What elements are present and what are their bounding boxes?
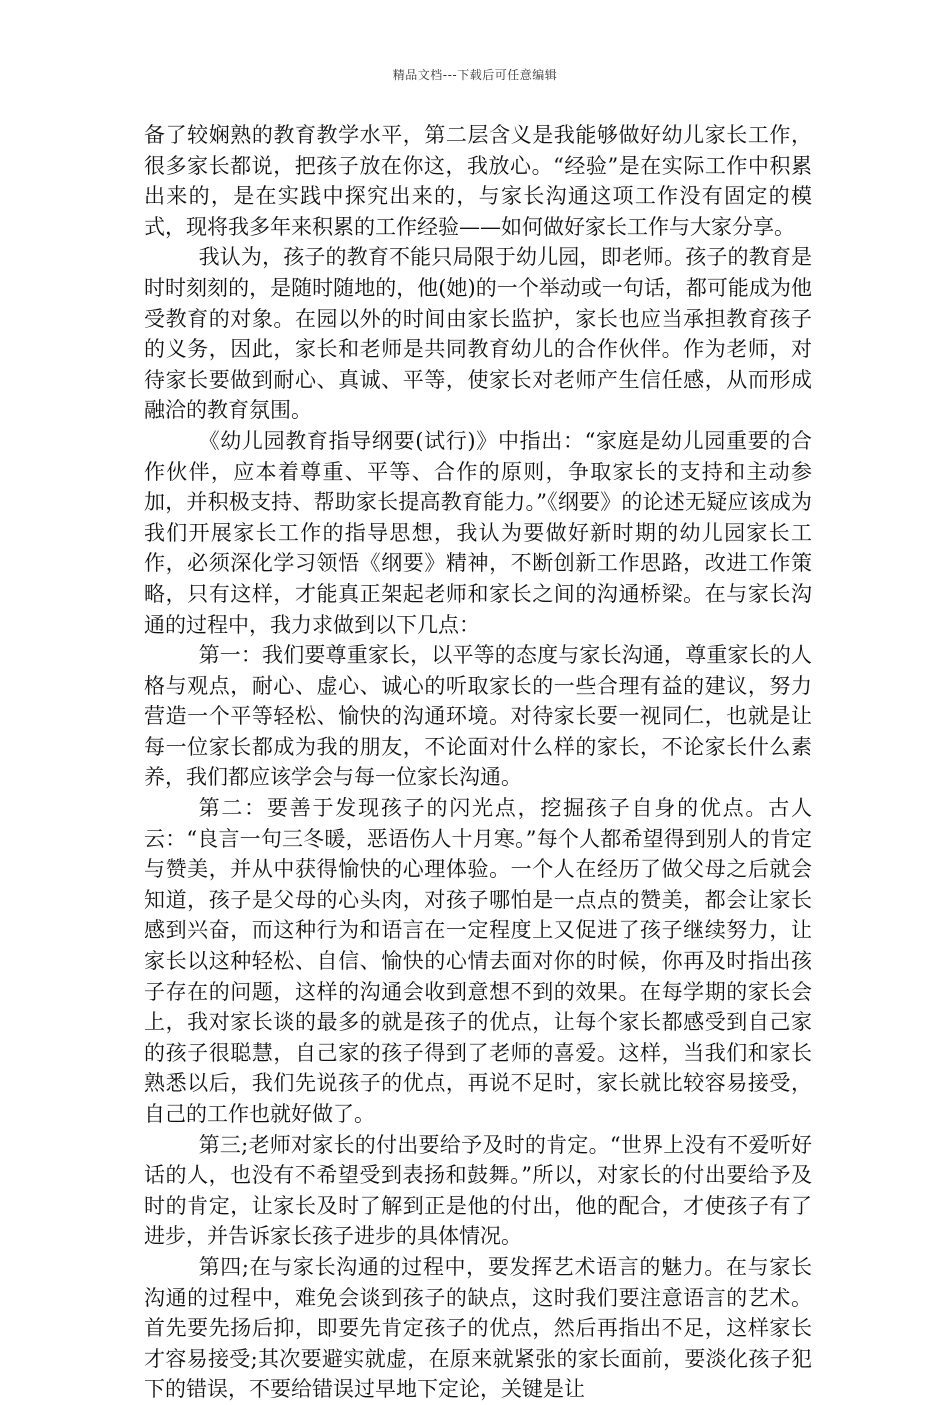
paragraph-continued: 备了较娴熟的教育教学水平，第二层含义是我能够做好幼儿家长工作，很多家长都说，把孩子放在你这，我放心。“经验”是在实际工作中积累出来的，是在实践中探究出来的，与家长沟通这项工作没有固定的模式，现将我多年来积累的工作经验——如何做好家长工作与大家分享。 (144, 123, 812, 239)
document-body (144, 120, 812, 1405)
page-header: 精品文档---下载后可任意编辑 (392, 68, 558, 82)
paragraph: 《幼儿园教育指导纲要(试行)》中指出：“家庭是幼儿园重要的合作伙伴，应本着尊重、平等、合作的原则，争取家长的支持和主动参加，并积极支持、帮助家长提高教育能力。”《纲要》的论述无疑应该成为我们开展家长工作的指导思想，我认为要做好新时期的幼儿园家长工作，必须深化学习领悟《纲要》精神，不断创新工作思路，改进工作策略，只有这样，才能真正架起老师和家长之间的沟通桥梁。在与家长沟通的过程中，我力求做到以下几点： (144, 428, 812, 637)
paragraph: 第二：要善于发现孩子的闪光点，挖掘孩子自身的优点。古人云：“良言一句三冬暖，恶语伤人十月寒。”每个人都希望得到别人的肯定与赞美，并从中获得愉快的心理体验。一个人在经历了做父母之后就会知道，孩子是父母的心头肉，对孩子哪怕是一点点的赞美，都会让家长感到兴奋，而这种行为和语言在一定程度上又促进了孩子继续努力，让家长以这种轻松、自信、愉快的心情去面对你的时候，你再及时指出孩子存在的问题，这样的沟通会收到意想不到的效果。在每学期的家长会上，我对家长谈的最多的就是孩子的优点，让每个家长都感受到自己家的孩子很聪慧，自己家的孩子得到了老师的喜爱。这样，当我们和家长熟悉以后，我们先说孩子的优点，再说不足时，家长就比较容易接受，自己的工作也就好做了。 (144, 796, 812, 1126)
paragraph: 第一：我们要尊重家长，以平等的态度与家长沟通，尊重家长的人格与观点，耐心、虚心、诚心的听取家长的一些合理有益的建议，努力营造一个平等轻松、愉快的沟通环境。对待家长要一视同仁，也就是让每一位家长都成为我的朋友，不论面对什么样的家长，不论家长什么素养，我们都应该学会与每一位家长沟通。 (144, 643, 812, 790)
paragraph: 第三;老师对家长的付出要给予及时的肯定。“世界上没有不爱听好话的人，也没有不希望受到表扬和鼓舞。”所以，对家长的付出要给予及时的肯定，让家长及时了解到正是他的付出，他的配合，才使孩子有了进步，并告诉家长孩子进步的具体情况。 (144, 1132, 812, 1249)
paragraph: 第四;在与家长沟通的过程中，要发挥艺术语言的魅力。在与家长沟通的过程中，难免会谈到孩子的缺点，这时我们要注意语言的艺术。首先要先扬后抑，即要先肯定孩子的优点，然后再指出不足，这样家长才容易接受;其次要避实就虚，在原来就紧张的家长面前，要淡化孩子犯下的错误，不要给错误过早地下定论，关键是让 (144, 1254, 812, 1402)
paragraph: 我认为，孩子的教育不能只局限于幼儿园，即老师。孩子的教育是时时刻刻的，是随时随地的，他(她)的一个举动或一句话，都可能成为他受教育的对象。在园以外的时间由家长监护，家长也应当承担教育孩子的义务，因此，家长和老师是共同教育幼儿的合作伙伴。作为老师，对待家长要做到耐心、真诚、平等，使家长对老师产生信任感，从而形成融洽的教育氛围。 (144, 245, 812, 423)
